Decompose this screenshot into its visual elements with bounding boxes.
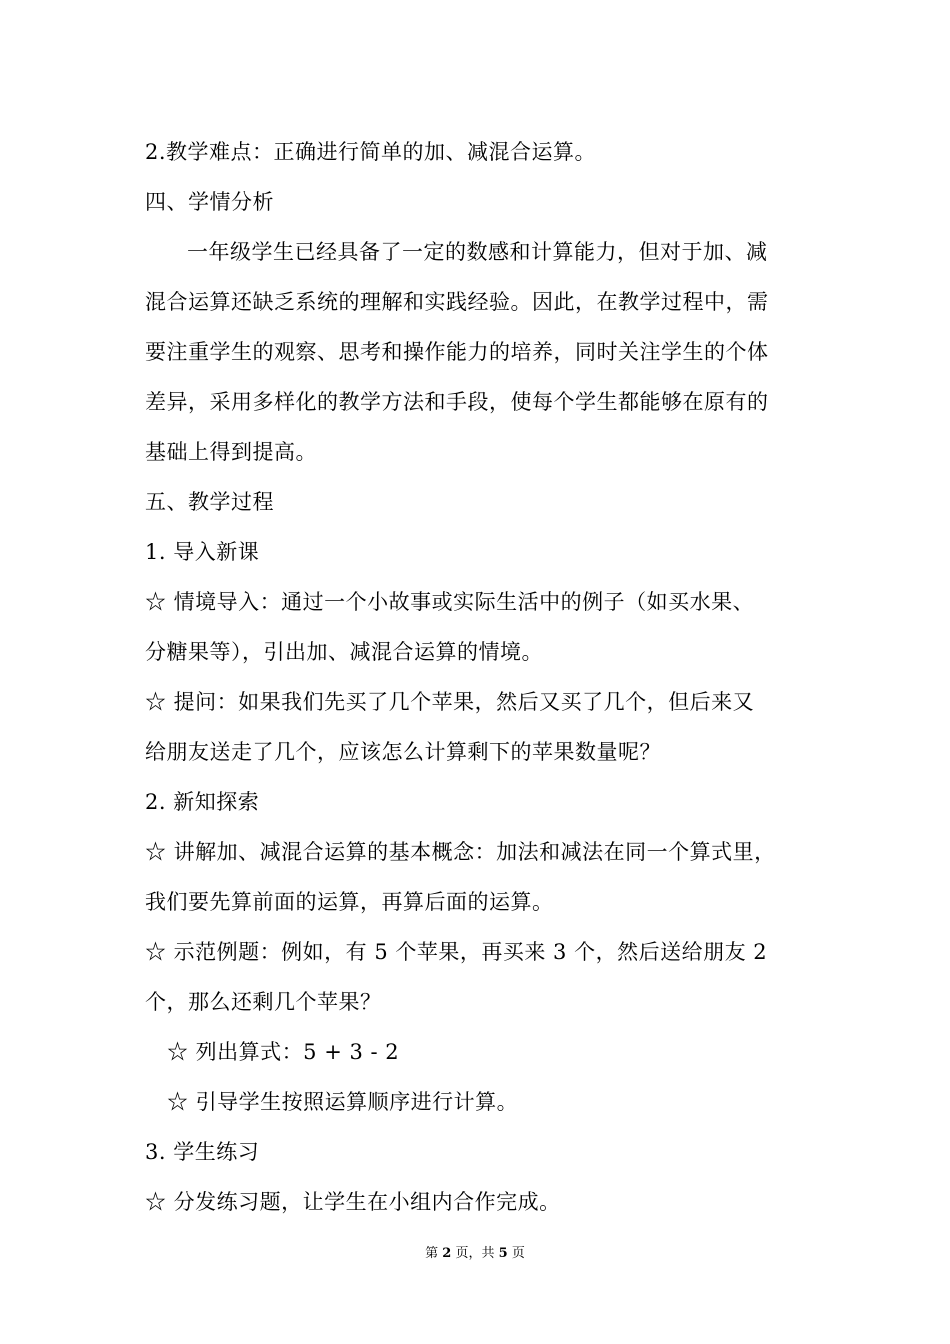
subsection-heading: 2. 新知探索 [145, 790, 260, 814]
current-page-number: 2 [442, 1246, 452, 1261]
footer-middle: 页，共 [455, 1246, 495, 1261]
bullet-line: ☆ 示范例题：例如，有 5 个苹果，再买来 3 个，然后送给朋友 2 [145, 940, 768, 964]
bullet-line: ☆ 提问：如果我们先买了几个苹果，然后又买了几个，但后来又 [145, 690, 755, 714]
paragraph-line: 要注重学生的观察、思考和操作能力的培养，同时关注学生的个体 [145, 340, 769, 364]
sub-bullet-line: ☆ 列出算式：5 + 3 - 2 [167, 1040, 400, 1064]
subsection-heading: 1. 导入新课 [145, 540, 260, 564]
text-line: 2.教学难点：正确进行简单的加、减混合运算。 [145, 140, 597, 164]
total-page-number: 5 [498, 1246, 508, 1261]
bullet-continuation: 给朋友送走了几个，应该怎么计算剩下的苹果数量呢？ [145, 740, 661, 764]
footer-prefix: 第 [425, 1246, 439, 1261]
section-heading: 四、学情分析 [145, 190, 274, 214]
paragraph-line: 差异，采用多样化的教学方法和手段，使每个学生都能够在原有的 [145, 390, 769, 414]
sub-bullet-line: ☆ 引导学生按照运算顺序进行计算。 [167, 1090, 519, 1114]
paragraph-line: 基础上得到提高。 [145, 440, 317, 464]
bullet-line: ☆ 情境导入：通过一个小故事或实际生活中的例子（如买水果、 [145, 590, 755, 614]
subsection-heading: 3. 学生练习 [145, 1140, 260, 1164]
paragraph-line: 一年级学生已经具备了一定的数感和计算能力，但对于加、减 [187, 240, 768, 264]
bullet-continuation: 个，那么还剩几个苹果？ [145, 990, 382, 1014]
bullet-line: ☆ 讲解加、减混合运算的基本概念：加法和减法在同一个算式里， [145, 840, 776, 864]
footer-suffix: 页 [511, 1246, 525, 1261]
bullet-continuation: 我们要先算前面的运算，再算后面的运算。 [145, 890, 554, 914]
section-heading: 五、教学过程 [145, 490, 274, 514]
paragraph-line: 混合运算还缺乏系统的理解和实践经验。因此，在教学过程中，需 [145, 290, 769, 314]
bullet-line: ☆ 分发练习题，让学生在小组内合作完成。 [145, 1190, 561, 1214]
bullet-continuation: 分糖果等），引出加、减混合运算的情境。 [145, 640, 543, 664]
page-footer [0, 1246, 950, 1262]
